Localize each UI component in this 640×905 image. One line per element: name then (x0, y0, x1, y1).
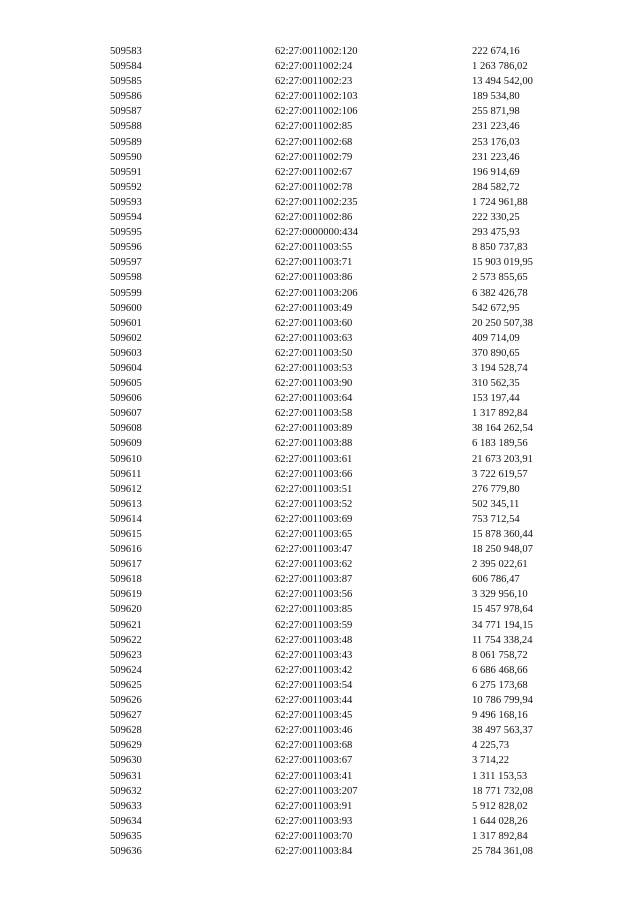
table-row (110, 618, 610, 633)
cadastral-number: 62:27:0011003:53 (275, 362, 353, 374)
cadastral-value: 222 330,25 (472, 212, 520, 224)
row-number: 509631 (110, 770, 142, 782)
row-number: 509591 (110, 166, 142, 178)
row-number: 509610 (110, 453, 142, 465)
cadastral-number: 62:27:0011003:61 (275, 453, 353, 465)
cadastral-value: 2 573 855,65 (472, 272, 528, 284)
table-row (110, 361, 610, 376)
table-row (110, 648, 610, 663)
table-row (110, 89, 610, 104)
cadastral-value: 370 890,65 (472, 347, 520, 359)
cadastral-value: 542 672,95 (472, 302, 520, 314)
row-number: 509608 (110, 423, 142, 435)
cadastral-value: 189 534,80 (472, 91, 520, 103)
cadastral-number: 62:27:0011002:79 (275, 151, 353, 163)
cadastral-value: 11 754 338,24 (472, 634, 533, 646)
cadastral-value: 3 329 956,10 (472, 589, 528, 601)
row-number: 509601 (110, 317, 142, 329)
cadastral-number: 62:27:0011003:85 (275, 604, 353, 616)
row-number: 509622 (110, 634, 142, 646)
cadastral-number: 62:27:0011003:44 (275, 695, 353, 707)
cadastral-number: 62:27:0011003:86 (275, 272, 353, 284)
cadastral-number: 62:27:0011003:49 (275, 302, 353, 314)
row-number: 509615 (110, 529, 142, 540)
table-row (110, 799, 610, 814)
row-number: 509611 (110, 468, 142, 480)
cadastral-value: 255 871,98 (472, 106, 520, 118)
cadastral-value: 21 673 203,91 (472, 453, 533, 465)
cadastral-number: 62:27:0011002:23 (275, 76, 353, 88)
row-number: 509617 (110, 559, 142, 571)
row-number: 509624 (110, 664, 142, 676)
cadastral-value: 38 164 262,54 (472, 423, 533, 435)
table-row (110, 482, 610, 497)
cadastral-number: 62:27:0011003:51 (275, 483, 353, 495)
table-row (110, 829, 610, 844)
cadastral-number: 62:27:0011003:90 (275, 378, 353, 390)
table-row (110, 467, 610, 482)
row-number: 509605 (110, 378, 142, 390)
cadastral-number: 62:27:0011003:64 (275, 393, 353, 405)
table-row (110, 376, 610, 391)
table-row (110, 753, 610, 768)
cadastral-number: 62:27:0011003:42 (275, 664, 353, 676)
table-row (110, 104, 610, 119)
cadastral-value: 293 475,93 (472, 227, 520, 239)
cadastral-number: 62:27:0011003:58 (275, 408, 353, 420)
cadastral-value: 1 317 892,84 (472, 408, 528, 420)
cadastral-value: 2 395 022,61 (472, 559, 528, 571)
cadastral-value: 10 786 799,94 (472, 695, 533, 707)
table-row (110, 587, 610, 602)
cadastral-value: 25 784 361,08 (472, 845, 533, 857)
row-number: 509583 (110, 46, 142, 57)
cadastral-number: 62:27:0011003:46 (275, 725, 353, 737)
row-number: 509616 (110, 544, 142, 556)
row-number: 509619 (110, 589, 142, 601)
table-row (110, 255, 610, 270)
cadastral-number: 62:27:0011002:120 (275, 46, 358, 57)
cadastral-value: 38 497 563,37 (472, 725, 533, 737)
cadastral-value: 13 494 542,00 (472, 76, 533, 88)
row-number: 509635 (110, 830, 142, 842)
row-number: 509592 (110, 181, 142, 193)
row-number: 509618 (110, 574, 142, 586)
table-row (110, 723, 610, 738)
table-row (110, 74, 610, 89)
table-row (110, 663, 610, 678)
table-row (110, 331, 610, 346)
cadastral-value: 1 263 786,02 (472, 61, 528, 73)
row-number: 509620 (110, 604, 142, 616)
cadastral-value: 276 779,80 (472, 483, 520, 495)
cadastral-number: 62:27:0011003:47 (275, 544, 353, 556)
row-number: 509630 (110, 755, 142, 767)
table-row (110, 225, 610, 240)
cadastral-number: 62:27:0011002:106 (275, 106, 358, 118)
cadastral-number: 62:27:0011003:65 (275, 529, 353, 540)
cadastral-number: 62:27:0011003:48 (275, 634, 353, 646)
row-number: 509586 (110, 91, 142, 103)
cadastral-number: 62:27:0000000:434 (275, 227, 358, 239)
cadastral-value: 196 914,69 (472, 166, 520, 178)
cadastral-number: 62:27:0011003:206 (275, 287, 358, 299)
cadastral-number: 62:27:0011003:91 (275, 800, 353, 812)
cadastral-value: 3 722 619,57 (472, 468, 528, 480)
table-row (110, 542, 610, 557)
row-number: 509607 (110, 408, 142, 420)
cadastral-number: 62:27:0011003:60 (275, 317, 353, 329)
cadastral-value: 1 317 892,84 (472, 830, 528, 842)
row-number: 509589 (110, 136, 142, 148)
table-row (110, 180, 610, 195)
table-row (110, 814, 610, 829)
row-number: 509627 (110, 710, 142, 722)
cadastral-number: 62:27:0011003:66 (275, 468, 353, 480)
cadastral-number: 62:27:0011002:24 (275, 61, 353, 73)
table-row (110, 633, 610, 648)
table-row (110, 421, 610, 436)
cadastral-number: 62:27:0011002:103 (275, 91, 358, 103)
table-row (110, 512, 610, 527)
cadastral-number: 62:27:0011003:63 (275, 332, 353, 344)
table-row (110, 286, 610, 301)
cadastral-number: 62:27:0011002:85 (275, 121, 353, 133)
cadastral-number: 62:27:0011003:50 (275, 347, 353, 359)
row-number: 509625 (110, 679, 142, 691)
cadastral-number: 62:27:0011003:93 (275, 815, 353, 827)
cadastral-number: 62:27:0011003:84 (275, 845, 353, 857)
cadastral-number: 62:27:0011003:55 (275, 242, 353, 254)
table-row (110, 165, 610, 180)
table-row (110, 572, 610, 587)
cadastral-value: 3 714,22 (472, 755, 510, 767)
cadastral-value: 231 223,46 (472, 151, 520, 163)
table-row (110, 678, 610, 693)
cadastral-value-table (110, 44, 610, 859)
table-row (110, 346, 610, 361)
cadastral-number: 62:27:0011003:54 (275, 679, 353, 691)
cadastral-number: 62:27:0011002:86 (275, 212, 353, 224)
cadastral-number: 62:27:0011003:56 (275, 589, 353, 601)
cadastral-value: 1 724 961,88 (472, 196, 528, 208)
row-number: 509621 (110, 619, 142, 631)
row-number: 509598 (110, 272, 142, 284)
table-row (110, 497, 610, 512)
cadastral-value: 3 194 528,74 (472, 362, 528, 374)
table-row (110, 738, 610, 753)
row-number: 509588 (110, 121, 142, 133)
cadastral-number: 62:27:0011003:62 (275, 559, 353, 571)
cadastral-value: 6 382 426,78 (472, 287, 528, 299)
cadastral-value: 606 786,47 (472, 574, 520, 586)
cadastral-value: 34 771 194,15 (472, 619, 533, 631)
cadastral-value: 15 903 019,95 (472, 257, 533, 269)
cadastral-number: 62:27:0011002:67 (275, 166, 353, 178)
row-number: 509599 (110, 287, 142, 299)
row-number: 509633 (110, 800, 142, 812)
cadastral-value: 6 686 468,66 (472, 664, 528, 676)
cadastral-number: 62:27:0011003:87 (275, 574, 353, 586)
cadastral-value: 15 457 978,64 (472, 604, 533, 616)
row-number: 509593 (110, 196, 142, 208)
table-row (110, 44, 610, 59)
row-number: 509600 (110, 302, 142, 314)
cadastral-number: 62:27:0011003:67 (275, 755, 353, 767)
cadastral-value: 753 712,54 (472, 513, 520, 525)
cadastral-value: 153 197,44 (472, 393, 520, 405)
row-number: 509590 (110, 151, 142, 163)
cadastral-value: 20 250 507,38 (472, 317, 533, 329)
row-number: 509614 (110, 513, 142, 525)
cadastral-number: 62:27:0011003:207 (275, 785, 358, 797)
row-number: 509626 (110, 695, 142, 707)
row-number: 509602 (110, 332, 142, 344)
cadastral-number: 62:27:0011002:235 (275, 196, 358, 208)
cadastral-number: 62:27:0011003:88 (275, 438, 353, 450)
cadastral-value: 18 771 732,08 (472, 785, 533, 797)
cadastral-value: 409 714,09 (472, 332, 520, 344)
table-row (110, 316, 610, 331)
row-number: 509609 (110, 438, 142, 450)
cadastral-number: 62:27:0011003:89 (275, 423, 353, 435)
row-number: 509634 (110, 815, 142, 827)
table-row (110, 693, 610, 708)
row-number: 509595 (110, 227, 142, 239)
row-number: 509636 (110, 845, 142, 857)
row-number: 509628 (110, 725, 142, 737)
row-number: 509585 (110, 76, 142, 88)
cadastral-number: 62:27:0011003:41 (275, 770, 353, 782)
table-row (110, 270, 610, 285)
cadastral-value: 284 582,72 (472, 181, 520, 193)
row-number: 509587 (110, 106, 142, 118)
table-row (110, 844, 610, 859)
table-row (110, 210, 610, 225)
cadastral-value: 253 176,03 (472, 136, 520, 148)
cadastral-number: 62:27:0011003:71 (275, 257, 353, 269)
table-row (110, 195, 610, 210)
cadastral-value: 8 061 758,72 (472, 649, 528, 661)
cadastral-number: 62:27:0011003:70 (275, 830, 353, 842)
table-row (110, 527, 610, 542)
cadastral-value: 9 496 168,16 (472, 710, 528, 722)
table-row (110, 784, 610, 799)
cadastral-number: 62:27:0011003:59 (275, 619, 353, 631)
table-row (110, 557, 610, 572)
cadastral-number: 62:27:0011003:69 (275, 513, 353, 525)
table-row (110, 406, 610, 421)
row-number: 509594 (110, 212, 142, 224)
table-row (110, 301, 610, 316)
row-number: 509596 (110, 242, 142, 254)
table-row (110, 708, 610, 723)
cadastral-value: 1 311 153,53 (472, 770, 528, 782)
row-number: 509629 (110, 740, 142, 752)
cadastral-value: 5 912 828,02 (472, 800, 528, 812)
row-number: 509632 (110, 785, 142, 797)
table-row (110, 240, 610, 255)
row-number: 509584 (110, 61, 142, 73)
table-row (110, 150, 610, 165)
table-row (110, 452, 610, 467)
cadastral-value: 4 225,73 (472, 740, 510, 752)
cadastral-value: 8 850 737,83 (472, 242, 528, 254)
cadastral-value: 6 275 173,68 (472, 679, 528, 691)
cadastral-value: 231 223,46 (472, 121, 520, 133)
cadastral-value: 6 183 189,56 (472, 438, 528, 450)
cadastral-number: 62:27:0011003:52 (275, 498, 353, 510)
cadastral-number: 62:27:0011003:43 (275, 649, 353, 661)
cadastral-number: 62:27:0011002:68 (275, 136, 353, 148)
row-number: 509623 (110, 649, 142, 661)
row-number: 509603 (110, 347, 142, 359)
cadastral-number: 62:27:0011003:68 (275, 740, 353, 752)
cadastral-value: 222 674,16 (472, 46, 520, 57)
table-row (110, 391, 610, 406)
row-number: 509613 (110, 498, 142, 510)
row-number: 509597 (110, 257, 142, 269)
cadastral-value: 1 644 028,26 (472, 815, 528, 827)
cadastral-value: 18 250 948,07 (472, 544, 533, 556)
row-number: 509604 (110, 362, 142, 374)
cadastral-value: 502 345,11 (472, 498, 520, 510)
table-row (110, 602, 610, 617)
row-number: 509612 (110, 483, 142, 495)
cadastral-number: 62:27:0011002:78 (275, 181, 353, 193)
table-row (110, 436, 610, 451)
cadastral-value: 310 562,35 (472, 378, 520, 390)
table-row (110, 119, 610, 134)
cadastral-value: 15 878 360,44 (472, 529, 533, 540)
table-row (110, 135, 610, 150)
cadastral-number: 62:27:0011003:45 (275, 710, 353, 722)
row-number: 509606 (110, 393, 142, 405)
table-row (110, 769, 610, 784)
table-row (110, 59, 610, 74)
